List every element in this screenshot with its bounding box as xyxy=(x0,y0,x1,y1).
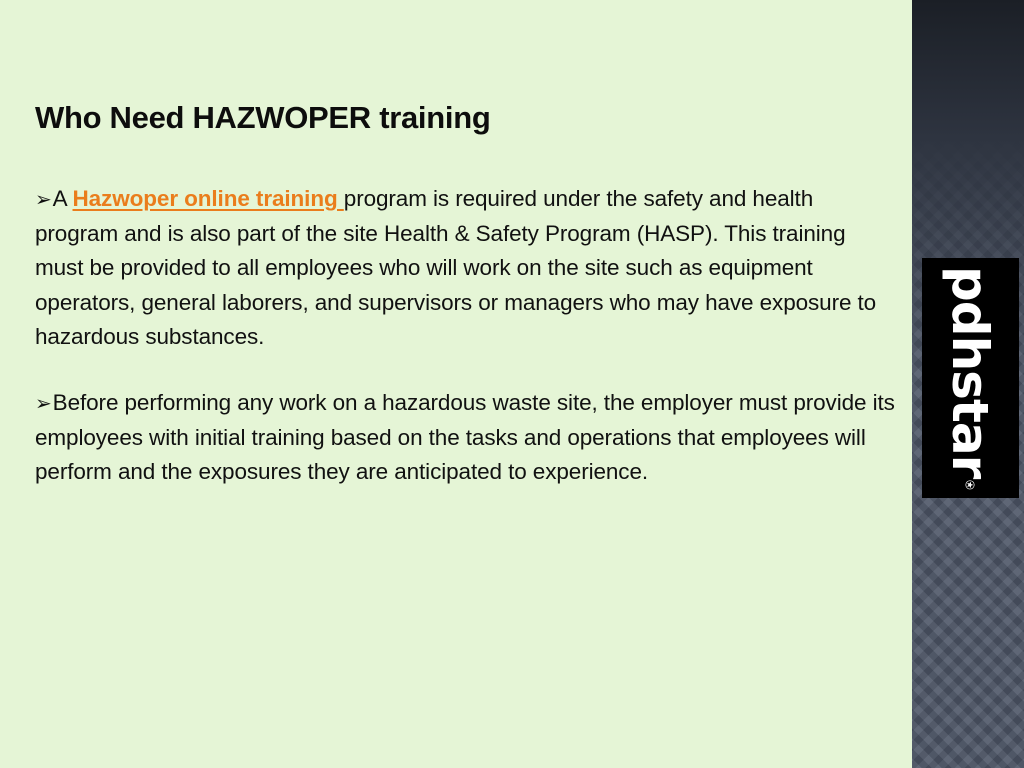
hazwoper-training-link[interactable]: Hazwoper online training xyxy=(72,186,344,211)
bullet-paragraph-2 xyxy=(35,386,895,490)
star-badge-icon xyxy=(942,480,998,490)
bullet-paragraph-1 xyxy=(35,182,895,354)
pdhstar-logo xyxy=(922,258,1019,498)
bullet-1-prefix: A xyxy=(52,186,73,211)
slide-title: Who Need HAZWOPER training xyxy=(35,100,491,135)
arrow-bullet-icon: ➢ xyxy=(35,189,52,211)
arrow-bullet-icon: ➢ xyxy=(35,393,52,416)
slide-content xyxy=(35,96,895,522)
bullet-2-text: Before performing any work on a hazardous waste site, the employer must provide its employees with initial training based on the tasks and operations that employees will perform and the exposures they are anticipated to experience. xyxy=(35,390,895,485)
logo-wordmark: pdhstar xyxy=(941,266,999,479)
bullet-1-text: program is required under the safety and health program and is also part of the site Health & Safety Program (HASP). This training must be provided to all employees who will work on the site such as equipment operators, general laborers, and supervisors or managers who may have exposure to hazardous substances. xyxy=(35,186,877,349)
